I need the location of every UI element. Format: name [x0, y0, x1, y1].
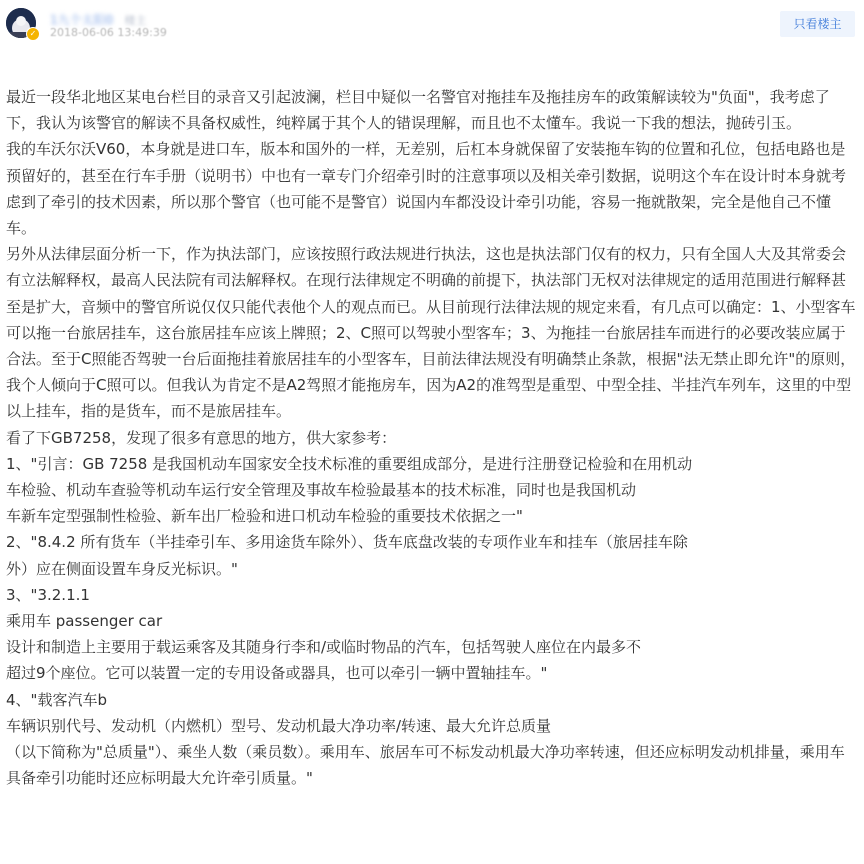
- post-timestamp: 2018-06-06 13:49:39: [50, 26, 167, 39]
- post-paragraph: 外）应在侧面设置车身反光标识。": [6, 559, 238, 578]
- post-paragraph: 3、"3.2.1.1: [6, 585, 90, 604]
- post-paragraph: 车辆识别代号、发动机（内燃机）型号、发动机最大净功率/转速、最大允许总质量: [6, 716, 552, 735]
- post-paragraph: 4、"载客汽车b: [6, 690, 107, 709]
- post-body: [6, 84, 856, 791]
- post-paragraph: 我的车沃尔沃V60，本身就是进口车，版本和国外的一样，无差别，后杠本身就保留了安装拖车钩的位置和孔位，包括电路也是预留好的，甚至在行车手册（说明书）中也有一章专门介绍牵引时的注意事项以及相关牵引数据，说明这个车在设计时本身就考虑到了牵引的技术因素，所以那个警官（也可能不是警官）说国内车都没设计牵引功能，容易一拖就散架，完全是他自己不懂车。: [6, 140, 847, 238]
- post-paragraph: 1、"引言：GB 7258 是我国机动车国家安全技术标准的重要组成部分，是进行注册登记检验和在用机动: [6, 454, 693, 473]
- post-paragraph: 车新车定型强制性检验、新车出厂检验和进口机动车检验的重要技术依据之一": [6, 507, 523, 526]
- post-paragraph: 另外从法律层面分析一下，作为执法部门，应该按照行政法规进行执法，这也是执法部门仅有的权力，只有全国人大及其常委会有立法解释权，最高人民法院有司法解释权。在现行法律规定不明确的前提下，执法部门无权对法律规定的适用范围进行解释甚至是扩大，音频中的警官所说仅仅只能代表他个人的观点而已。从目前现行法律法规的规定来看，有几点可以确定：1、小型客车可以拖一台旅居挂车，这台旅居挂车应该上牌照；2、C照可以驾驶小型客车；3、为拖挂一台旅居挂车而进行的必要改装应属于合法。至于C照能否驾驶一台后面拖挂着旅居挂车的小型客车，目前法律法规没有明确禁止条款，根据"法无禁止即允许"的原则，我个人倾向于C照可以。但我认为肯定不是A2驾照才能拖房车，因为A2的准驾型是重型、中型全挂、半挂汽车列车，这里的中型以上挂车，指的是货车，而不是旅居挂车。: [6, 245, 856, 421]
- role-tag: 楼主: [124, 14, 147, 27]
- post-paragraph: 2、"8.4.2 所有货车（半挂牵引车、多用途货车除外）、货车底盘改装的专项作业车和挂车（旅居挂车除: [6, 533, 688, 552]
- post-paragraph: 最近一段华北地区某电台栏目的录音又引起波澜，栏目中疑似一名警官对拖挂车及拖挂房车的政策解读较为"负面"，我考虑了下，我认为该警官的解读不具备权威性，纯粹属于其个人的错误理解，而且也不太懂车。我说一下我的想法，抛砖引玉。: [6, 88, 830, 133]
- post-paragraph: 设计和制造上主要用于载运乘客及其随身行李和/或临时物品的汽车，包括驾驶人座位在内最多不: [6, 638, 642, 657]
- username-link[interactable]: 1九个太阳0: [50, 13, 114, 27]
- post-header: [0, 0, 864, 52]
- post-paragraph: 超过9个座位。它可以装置一定的专用设备或器具，也可以牵引一辆中置轴挂车。": [6, 664, 548, 683]
- post-paragraph: 车检验、机动车查验等机动车运行安全管理及事故车检验最基本的技术标准，同时也是我国机动: [6, 481, 637, 500]
- post-paragraph: 看了下GB7258，发现了很多有意思的地方，供大家参考：: [6, 428, 397, 447]
- post-paragraph: （以下简称为"总质量"）、乘坐人数（乘员数）。乘用车、旅居车可不标发动机最大净功率转速，但还应标明发动机排量，乘用车具备牵引功能时还应标明最大允许牵引质量。": [6, 743, 845, 788]
- author-info: [50, 9, 146, 25]
- post-paragraph: 乘用车 passenger car: [6, 612, 163, 631]
- only-owner-button[interactable]: 只看楼主: [780, 11, 855, 37]
- verified-badge-icon: ✓: [26, 27, 40, 41]
